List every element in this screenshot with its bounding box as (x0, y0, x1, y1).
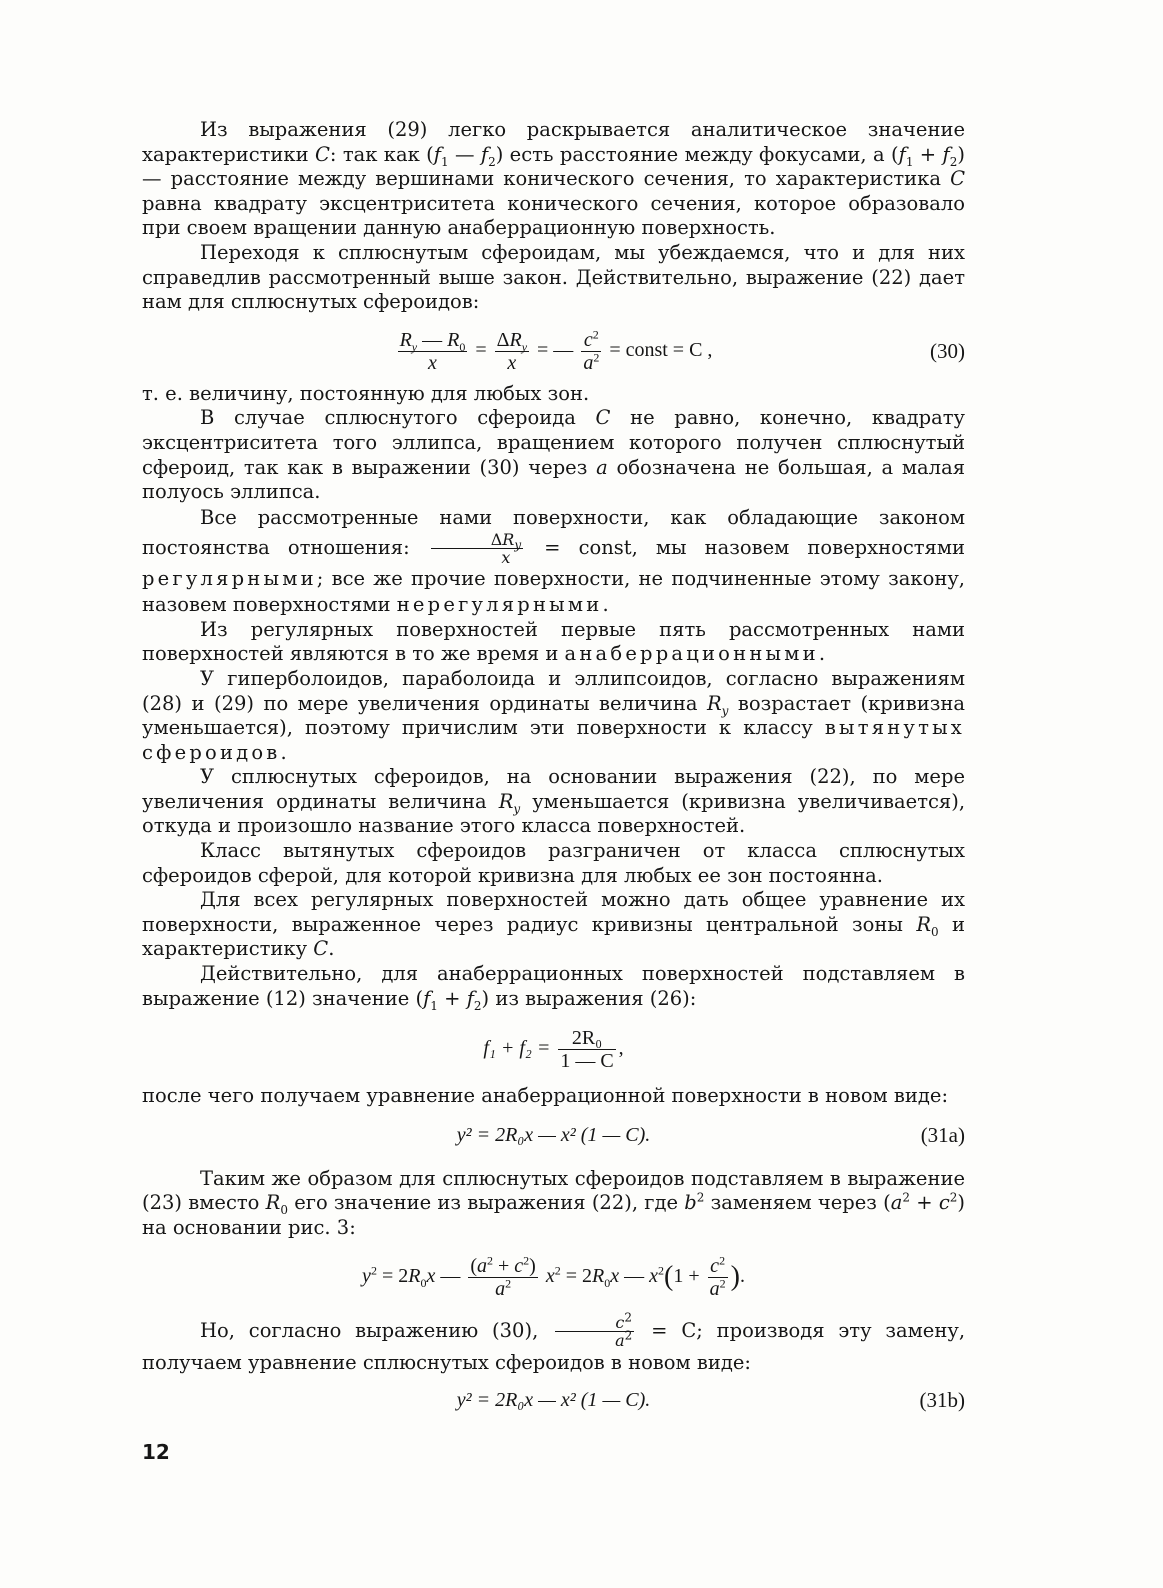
equation-f1-f2: f₁ + f₂ = $\frac{\text{2R₀}}{1 — C}$ , (483, 1027, 624, 1073)
paragraph-1: Из выражения (29) легко раскрывается аналитическое значение характеристики C: так как ($f_1$ — $f_2$) есть расстояние между фокусами, а $(f_1 + f_2)$ — расстояние между вершинами конического сечения, то характеристика C равна квадрату эксцентриситета конического сечения, которое образовало при своем вращении данную анаберрационную поверхность. (142, 118, 966, 240)
fraction-c2-a2: $\frac{c^2}{a^2}$ (583, 327, 600, 374)
fraction-c2-a2-paren: $\frac{c^2}{a^2}$ (709, 1252, 726, 1300)
paragraph-12: после чего получаем уравнение анаберрационной поверхности в новом виде: (142, 1084, 949, 1108)
fraction-2r0: $\frac{\text{2R₀}}{1 — C}$ (560, 1027, 614, 1073)
paragraph-7: У гиперболоидов, параболоида и эллипсоидов, согласно выражениям (28) и (29) по мере увеличения ординаты величина $R_y$ возрастает (кривизна уменьшается), поэтому причислим эти поверхности к классу вытянутых сфероидов. (142, 666, 965, 764)
fraction-a2c2-a2: $\frac{(a^2 + c^2)}{a^2}$ (470, 1252, 536, 1300)
paragraph-9: Класс вытянутых сфероидов разграничен от класса сплюснутых сфероидов сферой, для которой кривизна для любых ее зон постоянна. (142, 839, 965, 887)
equation-number-31b: (31b) (919, 1387, 965, 1412)
page-number: 12 (142, 1440, 170, 1464)
paragraph-4: В случае сплюснутого сфероида C не равно, конечно, квадрату эксцентриситета того эллипса, вращением которого получен сплюснутый сфероид, так как в выражении (30) через a обозначена не большая, а малая полуось эллипса. (142, 406, 966, 504)
equation-number-30: (30) (930, 339, 965, 364)
fraction-c2-a2-inline: $\frac{c^2}{a^2}$ (555, 1314, 634, 1349)
paragraph-11: Действительно, для анаберрационных поверхностей подставляем в выражение (12) значение $(f_1 + f_2)$ из выражения (26): (142, 962, 965, 1013)
equation-number-31a: (31a) (920, 1122, 965, 1147)
equation-30: $\frac{R_y — R_0}{x}$ = $\frac{\Delta R_y}{x}$ = — $\frac{c^2}{a^2}$ = const = C , (30) (399, 327, 965, 374)
fraction-delta-ry: $\frac{\Delta R_y}{x}$ (496, 328, 528, 374)
fraction-ry-r0: $\frac{R_y — R_0}{x}$ (399, 328, 466, 374)
paragraph-5: Все рассмотренные нами поверхности, как обладающие законом постоянства отношения: $\frac{\Delta R_y}{x}$ = const, мы назовем поверхностями регулярными; все же прочие поверхности, не подчиненные этому закону, назовем поверхностями нерегулярными. (142, 505, 966, 616)
paragraph-6: Из регулярных поверхностей первые пять рассмотренных нами поверхностей являются в то же время и анаберрационными. (142, 617, 965, 666)
equation-31b: y² = 2R₀x — x² (1 — C). (31b) (456, 1387, 965, 1412)
equation-spheroid: $y^2 = 2R_0x$ — $\frac{(a^2 + c^2)}{a^2}$ $x^2 = 2R_0x$ — $x^2(1$ + $\frac{c^2}{a^2}$ ). (362, 1252, 745, 1300)
paragraph-13: Таким же образом для сплюснутых сфероидов подставляем в выражение (23) вместо $R_0$ его значение из выражения (22), где $b^2$ заменяем через $(a^2 + c^2)$ на основании рис. 3: (142, 1166, 966, 1239)
paragraph-8: У сплюснутых сфероидов, на основании выражения (22), по мере увеличения ординаты величина $R_y$ уменьшается (кривизна увеличивается), откуда и произошло название этого класса поверхностей. (142, 765, 966, 838)
fraction-delta-ry-inline: $\frac{\Delta R_y}{x}$ (431, 531, 523, 566)
paragraph-10: Для всех регулярных поверхностей можно дать общее уравнение их поверхности, выраженное через радиус кривизны центральной зоны $R_0$ и характеристику C. (142, 888, 966, 961)
paragraph-14: Но, согласно выражению (30), $\frac{c^2}{a^2}$ = C; производя эту замену, получаем уравнение сплюснутых сфероидов в новом виде: (142, 1310, 966, 1374)
paragraph-3: т. е. величину, постоянную для любых зон. (142, 381, 590, 405)
equation-31a: y² = 2R₀x — x² (1 — C). (31a) (456, 1122, 965, 1147)
paragraph-2: Переходя к сплюснутым сфероидам, мы убеждаемся, что и для них справедлив рассмотренный выше закон. Действительно, выражение (22) дает нам для сплюснутых сфероидов: (142, 240, 965, 314)
